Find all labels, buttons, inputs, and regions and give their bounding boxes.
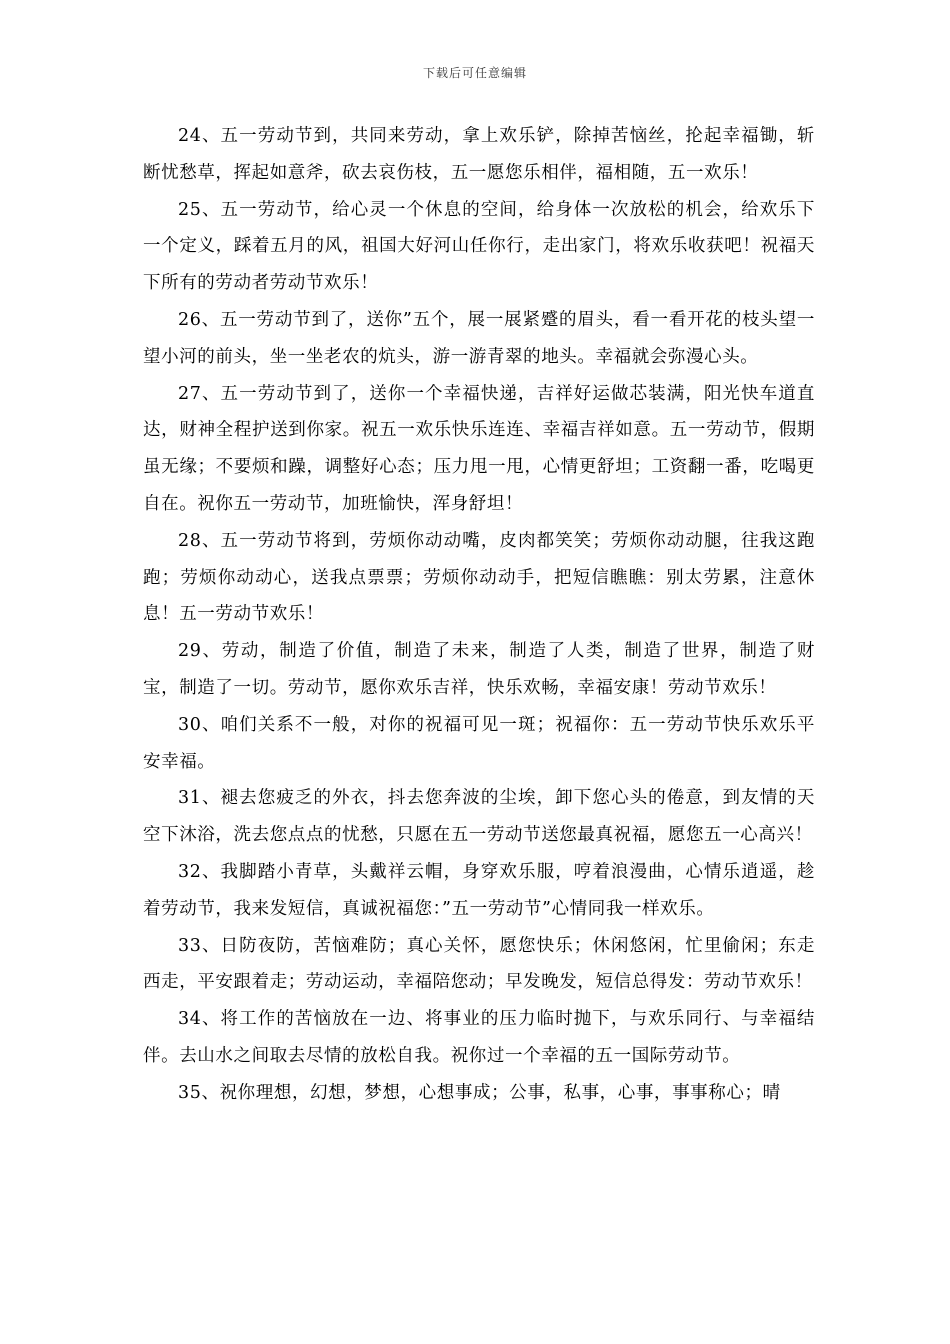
paragraph: 35、祝你理想，幻想，梦想，心想事成；公事，私事，心事，事事称心；晴 [178, 1082, 781, 1103]
paragraph: 28、五一劳动节将到，劳烦你动动嘴，皮肉都笑笑；劳烦你动动腿，往我这跑跑；劳烦你动动心，送我点票票；劳烦你动动手，把短信瞧瞧：别太劳累，注意休息！五一劳动节欢乐！ [143, 530, 815, 625]
paragraph: 34、将工作的苦恼放在一边、将事业的压力临时抛下，与欢乐同行、与幸福结伴。去山水之间取去尽情的放松自我。祝你过一个幸福的五一国际劳动节。 [143, 1009, 815, 1066]
page-header-note: 下载后可任意编辑 [422, 66, 527, 80]
document-body [143, 118, 815, 1112]
paragraph: 25、五一劳动节，给心灵一个休息的空间，给身体一次放松的机会，给欢乐下一个定义，踩着五月的风，祖国大好河山任你行，走出家门，将欢乐收获吧！祝福天下所有的劳动者劳动节欢乐！ [143, 199, 815, 294]
paragraph: 31、褪去您疲乏的外衣，抖去您奔波的尘埃，卸下您心头的倦意，到友情的天空下沐浴，洗去您点点的忧愁，只愿在五一劳动节送您最真祝福，愿您五一心高兴！ [143, 788, 815, 846]
paragraph: 27、五一劳动节到了，送你一个幸福快递，吉祥好运做芯装满，阳光快车道直达，财神全程护送到你家。祝五一欢乐快乐连连、幸福吉祥如意。五一劳动节，假期虽无缘；不要烦和躁，调整好心态；压力甩一甩，心情更舒坦；工资翻一番，吃喝更自在。祝你五一劳动节，加班愉快，浑身舒坦！ [143, 383, 815, 514]
paragraph: 26、五一劳动节到了，送你”五个，展一展紧蹙的眉头，看一看开花的枝头望一望小河的前头，坐一坐老农的炕头，游一游青翠的地头。幸福就会弥漫心头。 [143, 309, 815, 367]
paragraph: 29、劳动，制造了价值，制造了未来，制造了人类，制造了世界，制造了财宝，制造了一切。劳动节，愿你欢乐吉祥，快乐欢畅，幸福安康！劳动节欢乐！ [143, 641, 815, 698]
paragraph: 32、我脚踏小青草，头戴祥云帽，身穿欢乐服，哼着浪漫曲，心情乐逍遥，趁着劳动节，我来发短信，真诚祝福您：”五一劳动节”心情同我一样欢乐。 [143, 861, 815, 919]
paragraph: 33、日防夜防，苦恼难防；真心关怀，愿您快乐；休闲悠闲，忙里偷闲；东走西走，平安跟着走；劳动运动，幸福陪您动；早发晚发，短信总得发：劳动节欢乐！ [143, 935, 815, 993]
paragraph: 30、咱们关系不一般，对你的祝福可见一斑；祝福你：五一劳动节快乐欢乐平安幸福。 [143, 714, 815, 772]
paragraph: 24、五一劳动节到，共同来劳动，拿上欢乐铲，除掉苦恼丝，抡起幸福锄，斩断忧愁草，挥起如意斧，砍去哀伤枝，五一愿您乐相伴，福相随，五一欢乐！ [143, 126, 815, 183]
